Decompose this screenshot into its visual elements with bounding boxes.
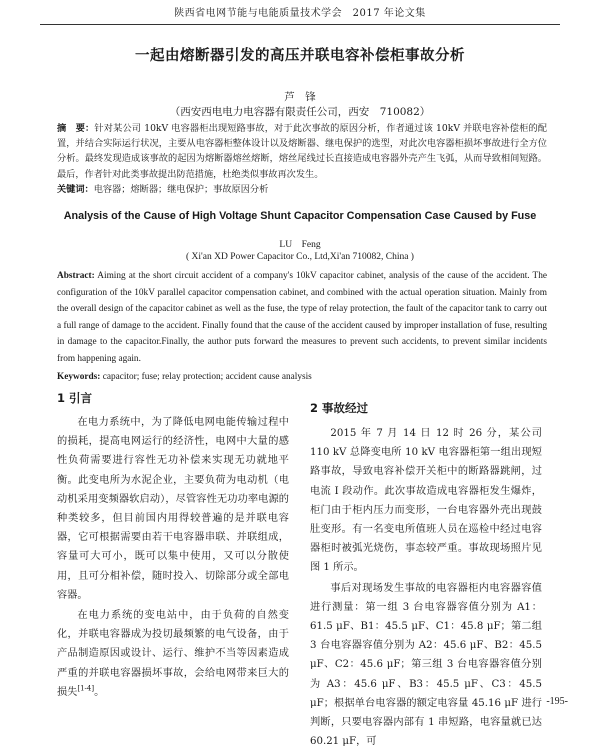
paper-title-en: Analysis of the Cause of High Voltage Shunt Capacitor Compensation Case Caused by Fuse (63, 210, 537, 222)
keywords-en-label: Keywords: (57, 372, 101, 382)
column-right (310, 424, 542, 752)
author-en: LU Feng (279, 240, 321, 250)
paragraph: 事后对现场发生事故的电容器柜内电容器容值进行测量：第一组 3 台电容器容值分别为 A1：61.5 μF、B1：45.5 μF、C1：45.8 μF；第二组 3 台电容器容值分别为 A2：45.6 μF、B2：45.5 μF、C2：45.6 μF；第三组 3 台电容器容值分别为 A3：45.6 μF、B3：45.5 μF、C3：45.5 μF；根据单台电容器的额定电容量 45.16 μF 进行判断，只要电容器内部有 1 串短路，电容量就已达 60.21 μF，可 (310, 582, 542, 748)
paragraph: 2015 年 7 月 14 日 12 时 26 分，某公司 110 kV 总降变电所 10 kV 电容器柜第一组出现短路事故，导致电容补偿开关柜中的断路器跳闸，过电流 I 段动作。此次事故造成电容器柜发生爆炸，柜门由于柜内压力而变形，一台电容器外壳出现鼓肚变形。有一名变电所值班人员在巡检中经过电容器柜时被弧光烧伤，事态较严重。事故现场照片见图 1 所示。 (310, 428, 542, 574)
page-number: -195- (546, 696, 568, 707)
paragraph (57, 606, 289, 702)
keywords-cn (57, 182, 547, 197)
section-heading-introduction: 1 引言 (57, 391, 93, 405)
paragraph-end: 。 (94, 686, 105, 698)
abstract-cn-label: 摘 要： (57, 123, 95, 134)
abstract-cn-text: 针对某公司 10kV 电容器柜出现短路事故，对于此次事故的原因分析，作者通过该 10kV 并联电容补偿柜的配置，并结合实际运行状况，主要从电容器柜整体设计以及熔断器、继电保护的选型，对此次电容器柜损坏事故进行全方位分析。最终发现造成该事故的起因为熔断器熔丝熔断，熔丝尾线过长直接造成电容器外壳产生飞弧，从而导致相间短路。最后，作者针对此类事故提出防范措施，杜绝类似事故再次发生。 (57, 123, 548, 180)
running-header: 陕西省电网节能与电能质量技术学会 2017 年论文集 (40, 6, 560, 25)
abstract-en-label: Abstract: (57, 271, 95, 281)
citation: [1-4] (77, 684, 95, 693)
keywords-cn-text: 电容器；熔断器；继电保护；事故原因分析 (93, 184, 269, 195)
section-heading-accident: 2 事故经过 (310, 401, 369, 415)
column-left (57, 413, 289, 703)
affiliation-en: ( Xi'an XD Power Capacitor Co., Ltd,Xi'an 710082, China ) (186, 252, 414, 262)
author-cn: 芦 锋 (284, 91, 316, 103)
keywords-en-text: capacitor; fuse; relay protection; accident cause analysis (100, 372, 312, 382)
paper-title-cn: 一起由熔断器引发的高压并联电容补偿柜事故分析 (135, 47, 465, 64)
keywords-en (57, 370, 547, 384)
abstract-en (57, 268, 547, 368)
keywords-cn-label: 关键词： (57, 184, 94, 195)
affiliation-cn: （西安西电电力电容器有限责任公司，西安 710082） (169, 106, 431, 118)
paragraph-text: 在电力系统的变电站中，由于负荷的自然变化，并联电容器成为投切最频繁的电气设备，由于产品制造原因或设计、运行、维护不当等因素造成严重的并联电容器损坏事故，会给电网带来巨大的损失 (57, 610, 289, 698)
abstract-cn (57, 121, 547, 182)
paragraph: 在电力系统中，为了降低电网电能传输过程中的损耗，提高电网运行的经济性，电网中大量的感性负荷需要进行容性无功补偿来实现无功就地平衡。此变电所为水泥企业，主要负荷为电动机（电动机采用变频器软启动），尽管容性无功功率电源的种类较多，但目前国内用得较普遍的是并联电容器，它可根据需要由若干电容器串联、并联组成，容量可大可小，既可以集中使用，又可以分散使用，且可分相补偿，随时投入、切除部分或全部电容器。 (57, 417, 289, 601)
abstract-en-text: Aiming at the short circuit accident of a company's 10kV capacitor cabinet, analysis of the cause of the accident. The configuration of the 10kV parallel capacitor compensation cabinet, and combined with the actual operation situation. Mainly from the overall design of the capacitor cabinet as well as the fuse, the type of relay protection, the fault of the capacitor tank to carry out a full range of damage to the accident. Finally found that the cause of the accident caused by improper installation of fuse, resulting in damage to the capacitor.Finally, the author puts forward the measures to prevent such accidents, to prevent similar incidents from happening again. (57, 271, 547, 364)
